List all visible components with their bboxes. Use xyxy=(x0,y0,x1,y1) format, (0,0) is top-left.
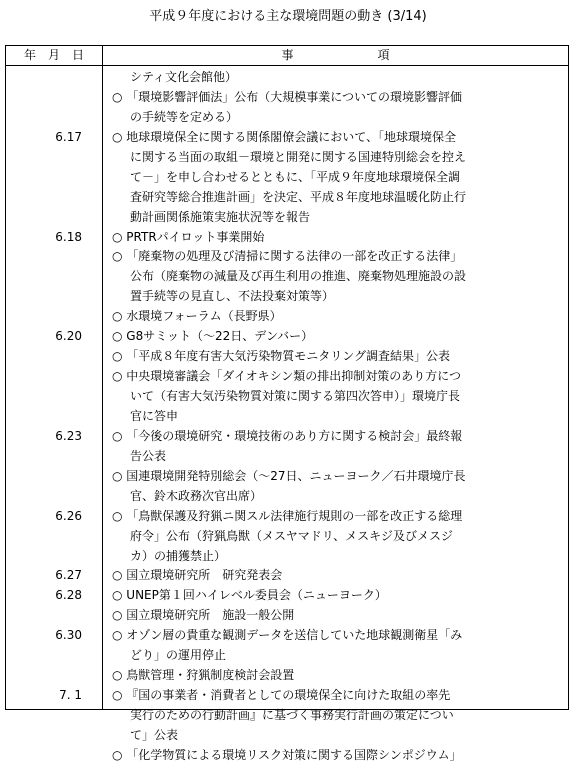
event-continuation: 告公表 xyxy=(130,448,167,463)
event-continuation: 官に答申 xyxy=(130,408,179,423)
table-row xyxy=(6,168,568,188)
event-item: ○ 国立環境研究所 施設一般公開 xyxy=(112,608,295,623)
table-row xyxy=(6,606,568,626)
event-item: ○ 「平成８年度有害大気汚染物質モニタリング調査結果」公表 xyxy=(112,349,451,364)
table-row xyxy=(6,267,568,287)
event-item: ○ 「今後の環境研究・環境技術のあり方に関する検討会」最終報 xyxy=(112,428,463,443)
event-item: ○ G8サミット（～22日、デンバー） xyxy=(112,329,314,344)
table-row xyxy=(6,726,568,746)
event-item: ○ 国立環境研究所 研究発表会 xyxy=(112,568,283,583)
header-event: 事 項 xyxy=(281,48,390,62)
table-row xyxy=(6,287,568,307)
header-date: 年 月 日 xyxy=(6,46,103,65)
event-item: ○ 『国の事業者・消費者としての環境保全に向けた取組の率先 xyxy=(112,688,451,703)
row-date: 6.28 xyxy=(55,588,82,603)
row-date: 6.20 xyxy=(55,329,82,344)
table-row xyxy=(6,626,568,646)
event-continuation: て－」を申し合わせるとともに、「平成９年度地球環境保全調 xyxy=(130,169,461,184)
table-row xyxy=(6,228,568,248)
events-table xyxy=(5,45,569,762)
table-row xyxy=(6,387,568,407)
page-title: 平成９年度における主な環境問題の動き (3/14) xyxy=(149,9,427,24)
event-continuation: どり」の運用停止 xyxy=(130,648,227,663)
row-date: 6.26 xyxy=(55,508,82,523)
table-row xyxy=(6,467,568,487)
event-continuation: シティ文化会館他） xyxy=(130,70,238,84)
event-continuation: 置手続等の見直し、不法投棄対策等） xyxy=(130,289,335,304)
table-row xyxy=(6,68,568,88)
event-item: ○ 水環境フォーラム（長野県） xyxy=(112,309,282,324)
event-continuation: の手続等を定める） xyxy=(130,109,239,124)
event-item: ○ オゾン層の貴重な観測データを送信していた地球観測衛星「み xyxy=(112,628,463,643)
table-row xyxy=(6,327,568,347)
event-item: ○ 国連環境開発特別総会（～27日、ニューヨーク／石井環境庁長 xyxy=(112,468,466,483)
table-row xyxy=(6,547,568,567)
table-row xyxy=(6,128,568,148)
table-header xyxy=(6,46,568,66)
event-continuation: 公布（廃棄物の減量及び再生利用の推進、廃棄物処理施設の設 xyxy=(130,269,467,284)
event-item: ○ UNEP第１回ハイレベル委員会（ニューヨーク） xyxy=(112,588,387,603)
event-continuation: 官、鈴木政務次官出席） xyxy=(130,488,263,503)
table-row xyxy=(6,507,568,527)
row-date: 6.27 xyxy=(55,568,82,583)
event-item: ○ 「化学物質による環境リスク対策に関する国際シンポジウム」 xyxy=(112,747,462,762)
event-continuation: いて（有害大気汚染物質対策に関する第四次答申）」環境庁長 xyxy=(130,389,461,403)
table-row xyxy=(6,487,568,507)
row-date: 7. 1 xyxy=(59,688,82,703)
row-date: 6.30 xyxy=(55,628,82,643)
event-continuation: 動計画関係施策実施状況等を報告 xyxy=(130,209,311,224)
table-row xyxy=(6,307,568,327)
table-row xyxy=(6,447,568,467)
event-item: ○ 「廃棄物の処理及び清掃に関する法律の一部を改正する法律」 xyxy=(112,249,463,264)
table-row xyxy=(6,666,568,686)
table-row xyxy=(6,407,568,427)
table-row xyxy=(6,188,568,208)
event-continuation: 査研究等総合推進計画」を決定、平成８年度地球温暖化防止行 xyxy=(130,189,467,204)
table-row xyxy=(6,706,568,726)
event-item: ○ 「鳥獣保護及狩猟ニ関スル法律施行規則の一部を改正する総理 xyxy=(112,508,463,523)
event-continuation: 府令」公布（狩猟鳥獣（メスヤマドリ、メスキジ及びメスジ xyxy=(130,528,454,543)
event-item: ○ PRTRパイロット事業開始 xyxy=(112,229,265,244)
event-continuation: 実行のための行動計画』に基づく事務実行計画の策定につい xyxy=(130,708,454,722)
table-row xyxy=(6,148,568,168)
event-continuation: カ）の捕獲禁止） xyxy=(130,548,227,563)
event-continuation: に関する当面の取組－環境と開発に関する国連特別総会を控え xyxy=(130,149,467,164)
table-row xyxy=(6,586,568,606)
table-row xyxy=(6,646,568,666)
event-item: ○ 鳥獣管理・狩猟制度検討会設置 xyxy=(112,668,295,683)
row-date: 6.18 xyxy=(55,229,82,244)
table-body xyxy=(6,68,568,766)
table-row xyxy=(6,686,568,706)
table-row xyxy=(6,367,568,387)
table-row xyxy=(6,527,568,547)
table-row xyxy=(6,347,568,367)
table-row xyxy=(6,746,568,766)
row-date: 6.17 xyxy=(55,129,82,144)
event-continuation: て」公表 xyxy=(130,727,179,742)
event-item: ○ 地球環境保全に関する関係閣僚会議において、「地球環境保全 xyxy=(112,129,457,144)
table-row xyxy=(6,208,568,228)
table-row xyxy=(6,108,568,128)
table-row xyxy=(6,88,568,108)
table-row xyxy=(6,427,568,447)
table-row xyxy=(6,566,568,586)
table-row xyxy=(6,247,568,267)
event-item: ○ 「環境影響評価法」公布（大規模事業についての環境影響評価 xyxy=(112,89,463,104)
row-date: 6.23 xyxy=(55,428,82,443)
event-item: ○ 中央環境審議会「ダイオキシン類の排出抑制対策のあり方につ xyxy=(112,369,462,384)
